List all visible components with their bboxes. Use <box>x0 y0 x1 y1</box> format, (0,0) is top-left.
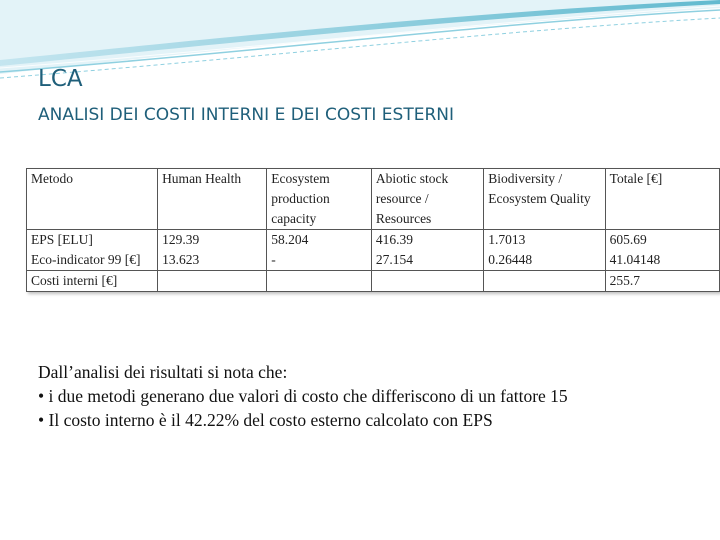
table-cell: EPS [ELU] <box>27 230 158 251</box>
table-cell: 416.39 <box>371 230 483 251</box>
header-wave-decoration <box>0 0 720 80</box>
table-row <box>27 250 720 271</box>
table-cell: 1.7013 <box>484 230 605 251</box>
table-cell: Costi interni [€] <box>27 271 158 292</box>
notes-intro: Dall’analisi dei risultati si nota che: <box>38 362 288 382</box>
slide-title: LCA <box>38 66 83 92</box>
table-cell <box>267 271 372 292</box>
header-cell: Abiotic stock resource / Resources <box>371 169 483 230</box>
notes-bullet: • Il costo interno è il 42.22% del costo esterno calcolato con EPS <box>38 410 493 430</box>
analysis-notes <box>38 360 708 432</box>
header-cell: Human Health <box>158 169 267 230</box>
header-cell: Metodo <box>27 169 158 230</box>
table-cell: 605.69 <box>605 230 719 251</box>
table-cell: Eco-indicator 99 [€] <box>27 250 158 271</box>
table-cell <box>371 271 483 292</box>
notes-bullet: • i due metodi generano due valori di costo che differiscono di un fattore 15 <box>38 386 568 406</box>
table-cell: 27.154 <box>371 250 483 271</box>
table-cell: 255.7 <box>605 271 719 292</box>
header-cell: Biodiversity / Ecosystem Quality <box>484 169 605 230</box>
table-cell: 0.26448 <box>484 250 605 271</box>
header-cell: Totale [€] <box>605 169 719 230</box>
table-cell: 13.623 <box>158 250 267 271</box>
table-header-row <box>27 169 720 230</box>
cost-table <box>26 168 720 292</box>
table-cell <box>158 271 267 292</box>
header-cell: Ecosystem production capacity <box>267 169 372 230</box>
table-cell: 41.04148 <box>605 250 719 271</box>
slide-subtitle: ANALISI DEI COSTI INTERNI E DEI COSTI ESTERNI <box>38 105 455 125</box>
table-row <box>27 230 720 251</box>
table-cell: 58.204 <box>267 230 372 251</box>
table-cell <box>484 271 605 292</box>
table-cell: 129.39 <box>158 230 267 251</box>
table-cell: - <box>267 250 372 271</box>
table-row <box>27 271 720 292</box>
